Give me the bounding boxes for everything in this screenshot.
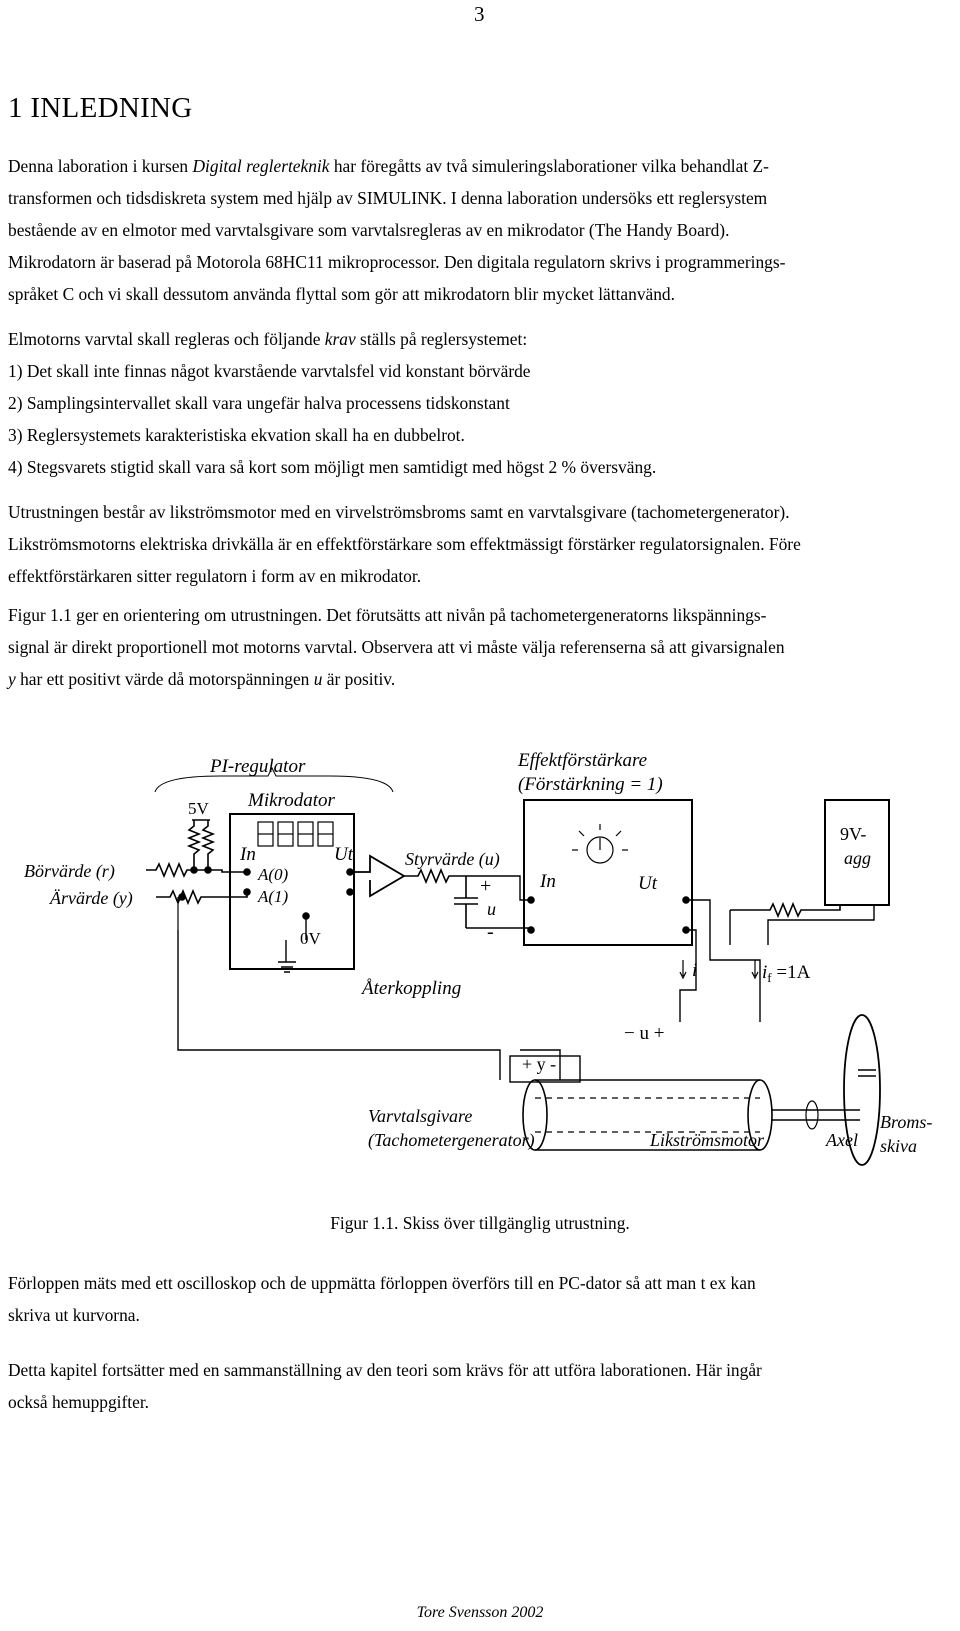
label-arvarde: Ärvärde (y) bbox=[50, 888, 133, 908]
measurement-line-1: Förloppen mäts med ett oscilloskop och de uppmätta förloppen överförs till en PC-dator så att man t ex kan bbox=[8, 1273, 756, 1293]
label-borvarde: Börvärde (r) bbox=[24, 861, 115, 881]
intro-line-3: bestående av en elmotor med varvtalsgivare som varvtalsregleras av en mikrodator (The Handy Board). bbox=[8, 220, 730, 240]
chapter-outlook-paragraph bbox=[8, 1354, 953, 1418]
label-broms-a: Broms- bbox=[880, 1112, 933, 1132]
label-if: $i_f =1A$ bbox=[762, 962, 811, 985]
requirements-intro: Elmotorns varvtal skall regleras och följande krav ställs på reglersystemet: bbox=[8, 329, 528, 349]
label-agg: agg bbox=[844, 848, 871, 868]
figure-intro-line-3: y har ett positivt värde då motorspänningen u är positiv. bbox=[8, 669, 396, 689]
figure-caption: Figur 1.1. Skiss över tillgänglig utrustning. bbox=[330, 1213, 630, 1233]
measurement-line-2: skriva ut kurvorna. bbox=[8, 1305, 140, 1325]
equipment-diagram bbox=[0, 740, 960, 1190]
requirements-paragraph bbox=[8, 323, 953, 483]
label-pi-regulator: PI-regulator bbox=[210, 756, 306, 777]
label-likstromsmotor: Likströmsmotor bbox=[650, 1130, 765, 1150]
label-0v: 0V bbox=[300, 929, 321, 948]
outlook-line-1: Detta kapitel fortsätter med en sammanställning av den teori som krävs för att utföra laborationen. Här ingår bbox=[8, 1360, 762, 1380]
figure-intro-line-1: Figur 1.1 ger en orientering om utrustningen. Det förutsätts att nivån på tachometergeneratorns likspännings- bbox=[8, 605, 767, 625]
resistor-styr bbox=[404, 870, 466, 882]
measurement-paragraph bbox=[8, 1267, 953, 1331]
intro-line-4: Mikrodatorn är baserad på Motorola 68HC11 mikroprocessor. Den digitala regulatorn skrivs i programmerings- bbox=[8, 252, 786, 272]
label-i: i bbox=[692, 960, 698, 981]
label-ut: Ut bbox=[334, 844, 353, 865]
requirement-item: 1) Det skall inte finnas något kvarstående varvtalsfel vid konstant börvärde bbox=[8, 361, 531, 381]
equipment-paragraph bbox=[8, 496, 953, 592]
label-in: In bbox=[240, 844, 256, 865]
label-amp-ut: Ut bbox=[638, 873, 657, 894]
equipment-line-1: Utrustningen består av likströmsmotor med en virvelströmsbroms samt en varvtalsgivare (tachometergenerator). bbox=[8, 502, 790, 522]
label-amp-in: In bbox=[540, 871, 556, 892]
display-segments bbox=[258, 822, 333, 846]
requirement-item: 2) Samplingsintervallet skall vara ungefär halva processens tidskonstant bbox=[8, 393, 510, 413]
resistor-5v-b bbox=[203, 820, 213, 868]
label-a0: A(0) bbox=[258, 865, 289, 884]
label-minus: - bbox=[487, 921, 494, 943]
page-number: 3 bbox=[474, 2, 485, 26]
label-axel: Axel bbox=[826, 1130, 858, 1150]
intro-paragraph bbox=[8, 150, 953, 310]
label-mikrodator: Mikrodator bbox=[248, 790, 335, 811]
label-5v: 5V bbox=[188, 799, 209, 818]
resistor-field bbox=[730, 904, 840, 916]
figure-intro-paragraph bbox=[8, 599, 953, 695]
label-motor-polarity: − u + bbox=[624, 1023, 665, 1044]
intro-line-5: språket C och vi skall dessutom använda flyttal som gör att mikrodatorn blir mycket lättanvänd. bbox=[8, 284, 675, 304]
amplifier-triangle bbox=[350, 856, 404, 896]
label-aterkoppling: Återkoppling bbox=[362, 978, 462, 999]
requirement-item: 4) Stegsvarets stigtid skall vara så kort som möjligt men samtidigt med högst 2 % översväng. bbox=[8, 457, 657, 477]
resistor-borvarde bbox=[146, 864, 194, 876]
label-varvtalsgivare: Varvtalsgivare bbox=[368, 1106, 473, 1126]
equipment-line-2: Likströmsmotorns elektriska drivkälla är en effektförstärkare som effektmässigt förstärker regulatorsignalen. Före bbox=[8, 534, 801, 554]
figure-intro-line-2: signal är direkt proportionell mot motorns varvtal. Observera att vi måste välja referenserna så att givarsignalen bbox=[8, 637, 785, 657]
label-broms-b: skiva bbox=[880, 1136, 917, 1156]
outlook-line-2: också hemuppgifter. bbox=[8, 1392, 150, 1412]
resistor-5v-a bbox=[189, 820, 199, 864]
knob-icon bbox=[572, 824, 628, 863]
label-9v: 9V- bbox=[840, 824, 867, 844]
label-effektforstarkare: Effektförstärkare bbox=[518, 750, 648, 771]
resistor-arvarde bbox=[156, 891, 247, 903]
label-forstarkning: (Förstärkning = 1) bbox=[518, 774, 663, 795]
requirement-item: 3) Reglersystemets karakteristiska ekvation skall ha en dubbelrot. bbox=[8, 425, 465, 445]
intro-line-2: transformen och tidsdiskreta system med hjälp av SIMULINK. I denna laboration undersöks ett reglersystem bbox=[8, 188, 768, 208]
label-a1: A(1) bbox=[258, 887, 289, 906]
pi-regulator-brace bbox=[155, 768, 393, 792]
chapter-heading: 1 INLEDNING bbox=[8, 92, 193, 124]
label-styrvarde: Styrvärde (u) bbox=[405, 849, 500, 869]
label-u: u bbox=[487, 899, 496, 919]
page-footer: Tore Svensson 2002 bbox=[416, 1604, 544, 1621]
label-plus: + bbox=[480, 875, 492, 897]
label-tachometergenerator: (Tachometergenerator) bbox=[368, 1130, 535, 1150]
intro-line-1: Denna laboration i kursen Digital reglerteknik har föregåtts av två simuleringslaborationer vilka behandlat Z- bbox=[8, 156, 769, 176]
label-tacho-polarity: + y - bbox=[522, 1054, 557, 1074]
equipment-line-3: effektförstärkaren sitter regulatorn i form av en mikrodator. bbox=[8, 566, 422, 586]
